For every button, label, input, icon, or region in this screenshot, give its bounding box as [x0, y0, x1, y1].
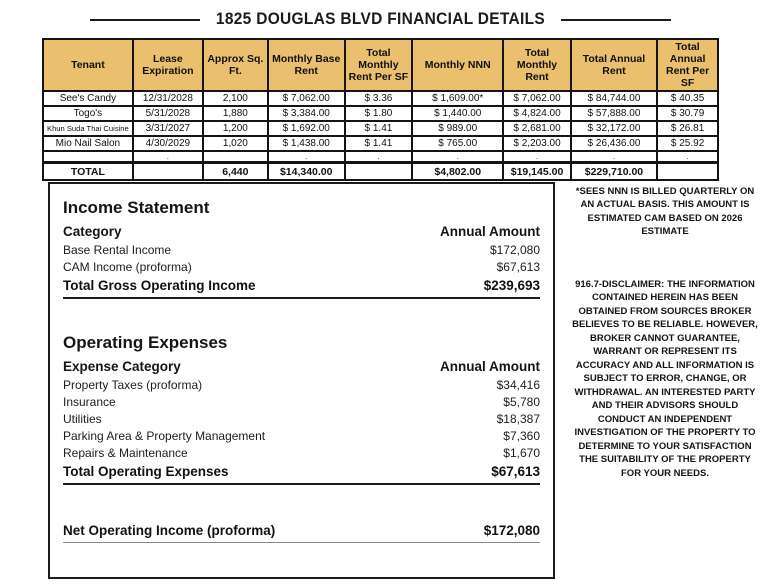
value-cell: $ 1,609.00*: [412, 91, 503, 106]
total-gross-operating-income-row: [63, 276, 540, 299]
total-operating-expenses-row: [63, 462, 540, 485]
tenant-cell: Mio Nail Salon: [43, 136, 133, 151]
expense-row-label: Property Taxes (proforma): [63, 378, 203, 392]
total-cell: $229,710.00: [571, 163, 657, 180]
total-cell: 6,440: [203, 163, 268, 180]
expense-row-amount: $18,387: [496, 412, 540, 426]
operating-expenses-title: Operating Expenses: [63, 333, 228, 352]
total-row: [43, 163, 718, 180]
expense-row: [63, 394, 540, 411]
value-cell: .: [268, 151, 345, 163]
value-cell: $ 84,744.00: [571, 91, 657, 106]
total-gross-amount: $239,693: [483, 278, 540, 293]
rent-roll-table: [42, 38, 719, 181]
income-category-header: Category: [63, 224, 122, 239]
expense-row-label: Parking Area & Property Management: [63, 429, 266, 443]
value-cell: 3/31/2027: [133, 121, 203, 136]
value-cell: $ 7,062.00: [268, 91, 345, 106]
value-cell: $ 1.41: [345, 136, 412, 151]
total-expenses-label: Total Operating Expenses: [63, 464, 229, 479]
page-title: 1825 DOUGLAS BLVD FINANCIAL DETAILS: [215, 10, 546, 29]
total-cell: $4,802.00: [412, 163, 503, 180]
broker-disclaimer: 916.7-DISCLAIMER: THE INFORMATION CONTAINED HEREIN HAS BEEN OBTAINED FROM SOURCES BROKER BELIEVES TO BE RELIABLE. HOWEVER, BROKER CANNOT GUARANTEE, WARRANT OR REPRESENT ITS ACCURACY AND ALL INFORMATION IS SUBJECT TO ERROR, CHANGE, OR WITHDRAWAL. AN INTERESTED PARTY AND THEIR ADVISORS SHOULD CONDUCT AN INDEPENDENT INVESTIGATION OF THE PROPERTY TO DETERMINE TO YOUR SATISFACTION THE SUITABILITY OF THE PROPERTY FOR YOUR NEEDS.: [572, 279, 758, 479]
noi-label: Net Operating Income (proforma): [63, 523, 276, 538]
column-header: Monthly Base Rent: [268, 39, 345, 91]
nnn-footnote: *SEES NNN IS BILLED QUARTERLY ON AN ACTUAL BASIS. THIS AMOUNT IS ESTIMATED CAM BASED ON 2026 ESTIMATE: [575, 186, 755, 238]
value-cell: $ 1.41: [345, 121, 412, 136]
title-rule-right: [561, 19, 671, 21]
total-cell: $19,145.00: [503, 163, 570, 180]
tenant-cell: [43, 151, 133, 163]
total-expenses-amount: $67,613: [491, 464, 540, 479]
expense-row: [63, 428, 540, 445]
total-cell: TOTAL: [43, 163, 133, 180]
value-cell: $ 1,692.00: [268, 121, 345, 136]
expense-row-label: Repairs & Maintenance: [63, 446, 188, 460]
expenses-column-headers: [63, 359, 540, 374]
income-row-amount: $67,613: [496, 260, 540, 274]
value-cell: .: [345, 151, 412, 163]
column-header: Approx Sq. Ft.: [203, 39, 268, 91]
expense-row-amount: $5,780: [503, 395, 540, 409]
value-cell: $ 30.79: [657, 106, 718, 121]
tenant-row: [43, 121, 718, 136]
value-cell: [203, 151, 268, 163]
income-row: [63, 242, 540, 259]
tenant-row: [43, 106, 718, 121]
rent-roll-header: [43, 39, 718, 91]
column-header: Lease Expiration: [133, 39, 203, 91]
expense-row-label: Insurance: [63, 395, 116, 409]
total-cell: [345, 163, 412, 180]
income-statement-column-headers: [63, 224, 540, 239]
value-cell: $ 1.80: [345, 106, 412, 121]
section-gap: [63, 299, 540, 319]
value-cell: $ 7,062.00: [503, 91, 570, 106]
tenant-cell: Togo's: [43, 106, 133, 121]
tenant-cell: Khun Suda Thai Cuisine: [43, 121, 133, 136]
value-cell: 12/31/2028: [133, 91, 203, 106]
income-row-label: CAM Income (proforma): [63, 260, 192, 274]
value-cell: $ 2,681.00: [503, 121, 570, 136]
expense-row-amount: $7,360: [503, 429, 540, 443]
value-cell: $ 1,440.00: [412, 106, 503, 121]
value-cell: $ 40.35: [657, 91, 718, 106]
income-amount-header: Annual Amount: [440, 224, 540, 239]
empty-row: [43, 151, 718, 163]
value-cell: 1,880: [203, 106, 268, 121]
expense-row-amount: $1,670: [503, 446, 540, 460]
total-cell: [133, 163, 203, 180]
value-cell: 4/30/2029: [133, 136, 203, 151]
value-cell: 5/31/2028: [133, 106, 203, 121]
total-cell: $14,340.00: [268, 163, 345, 180]
value-cell: $ 2,203.00: [503, 136, 570, 151]
expense-row: [63, 445, 540, 462]
expense-row-amount: $34,416: [496, 378, 540, 392]
column-header: Total Annual Rent Per SF: [657, 39, 718, 91]
value-cell: .: [412, 151, 503, 163]
total-cell: [657, 163, 718, 180]
value-cell: $ 26,436.00: [571, 136, 657, 151]
value-cell: $ 1,438.00: [268, 136, 345, 151]
expense-amount-header: Annual Amount: [440, 359, 540, 374]
value-cell: .: [571, 151, 657, 163]
value-cell: $ 3,384.00: [268, 106, 345, 121]
title-bar: [0, 8, 761, 32]
expense-row: [63, 377, 540, 394]
title-rule-left: [90, 19, 200, 21]
expense-row: [63, 411, 540, 428]
total-gross-label: Total Gross Operating Income: [63, 278, 256, 293]
column-header: Total Monthly Rent Per SF: [345, 39, 412, 91]
income-statement-title: Income Statement: [63, 198, 210, 217]
value-cell: $ 765.00: [412, 136, 503, 151]
value-cell: $ 989.00: [412, 121, 503, 136]
value-cell: $ 3.36: [345, 91, 412, 106]
value-cell: .: [133, 151, 203, 163]
income-row-label: Base Rental Income: [63, 243, 172, 257]
tenant-row: [43, 136, 718, 151]
tenant-row: [43, 91, 718, 106]
column-header: Total Monthly Rent: [503, 39, 570, 91]
value-cell: $ 4,824.00: [503, 106, 570, 121]
value-cell: 1,200: [203, 121, 268, 136]
value-cell: .: [503, 151, 570, 163]
income-statement-panel: [48, 182, 555, 579]
income-row: [63, 259, 540, 276]
column-header: Tenant: [43, 39, 133, 91]
tenant-cell: See's Candy: [43, 91, 133, 106]
value-cell: $ 25.92: [657, 136, 718, 151]
value-cell: $ 26.81: [657, 121, 718, 136]
value-cell: $ 32,172.00: [571, 121, 657, 136]
value-cell: 2,100: [203, 91, 268, 106]
column-header: Total Annual Rent: [571, 39, 657, 91]
value-cell: 1,020: [203, 136, 268, 151]
net-operating-income-row: [63, 521, 540, 543]
noi-amount: $172,080: [483, 523, 540, 538]
income-row-amount: $172,080: [489, 243, 540, 257]
rent-roll-body: [43, 91, 718, 180]
expense-row-label: Utilities: [63, 412, 102, 426]
rent-roll-header-row: [43, 39, 718, 91]
expense-category-header: Expense Category: [63, 359, 181, 374]
column-header: Monthly NNN: [412, 39, 503, 91]
value-cell: $ 57,888.00: [571, 106, 657, 121]
value-cell: .: [657, 151, 718, 163]
